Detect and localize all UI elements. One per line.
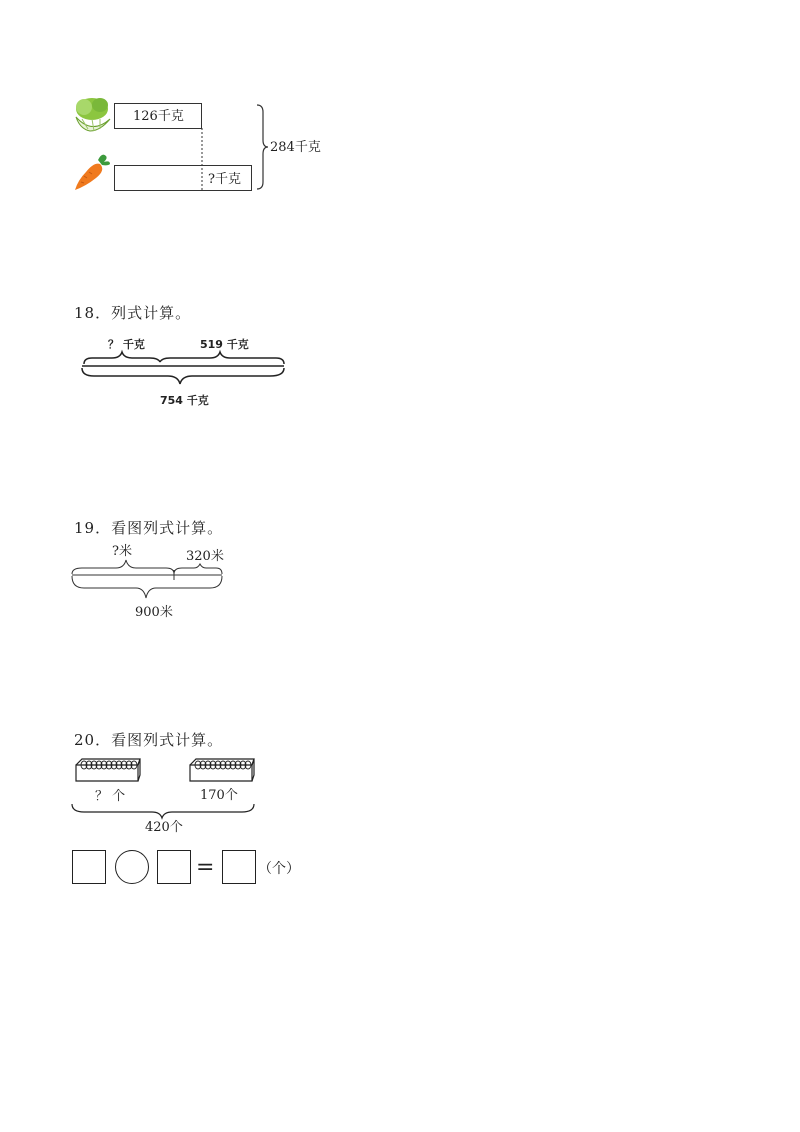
total-weight-label: 284千克: [270, 140, 321, 155]
q19-segment-diagram: [70, 556, 226, 602]
carrot-weight-label: ?千克: [208, 172, 241, 187]
q20-total-label: 420个: [145, 820, 183, 835]
dotted-guide-line: [200, 128, 204, 192]
question-18-title: 18．列式计算。: [74, 304, 192, 322]
q18-total-label: 754 千克: [160, 394, 209, 407]
answer-box-2[interactable]: [157, 850, 191, 884]
q20-total-brace: [70, 802, 258, 820]
equals-sign: =: [196, 855, 215, 880]
cabbage-weight-label: 126千克: [133, 109, 184, 124]
answer-box-result[interactable]: [222, 850, 256, 884]
q18-part2-label: 519 千克: [200, 338, 249, 351]
total-right-brace: [256, 104, 270, 190]
unit-label: （个）: [258, 861, 300, 877]
operator-circle[interactable]: [115, 850, 149, 884]
q19-part1-label: ?米: [112, 544, 132, 559]
q18-segment-diagram: [80, 344, 286, 392]
question-19-title: 19．看图列式计算。: [74, 519, 224, 537]
cabbage-icon: [70, 95, 114, 135]
q20-part2-label: 170个: [200, 788, 238, 803]
item-box-icon: [186, 757, 256, 785]
item-box-icon: [72, 757, 142, 785]
answer-box-1[interactable]: [72, 850, 106, 884]
q19-part2-label: 320米: [186, 549, 224, 564]
q18-part1-label: ？ 千克: [108, 338, 145, 351]
q20-part1-label: ？ 个: [95, 789, 126, 804]
question-20-title: 20．看图列式计算。: [74, 731, 224, 749]
carrot-icon: [72, 152, 112, 192]
q19-total-label: 900米: [135, 605, 173, 620]
